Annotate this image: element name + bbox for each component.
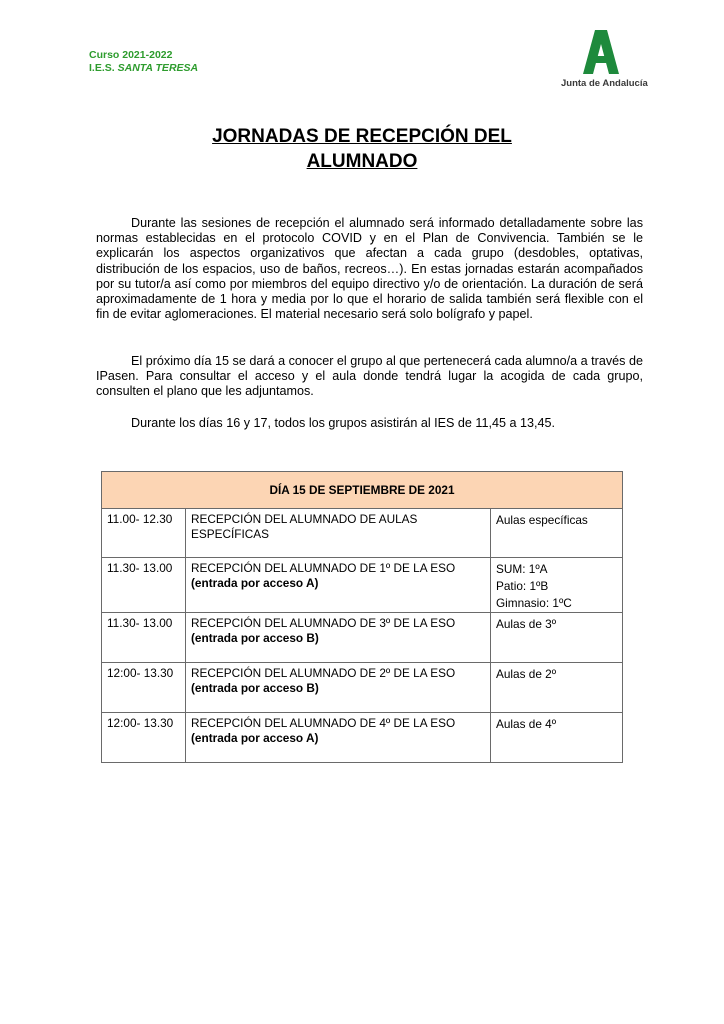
room-text: SUM: 1ºA (496, 562, 548, 576)
access-text: (entrada por acceso A) (191, 731, 319, 745)
room-text: Aulas de 4º (496, 717, 557, 731)
description-text: RECEPCIÓN DEL ALUMNADO DE 3º DE LA ESO (191, 616, 456, 630)
page-title (0, 124, 724, 174)
table-row (102, 663, 623, 713)
description-cell (186, 663, 491, 713)
table-header-row (102, 472, 623, 509)
rooms-cell (491, 509, 623, 558)
reception-schedule-table (101, 471, 623, 763)
time-cell: 12:00- 13.30 (102, 713, 186, 763)
description-cell (186, 713, 491, 763)
access-text: (entrada por acceso B) (191, 681, 319, 695)
rooms-cell (491, 713, 623, 763)
school-prefix: I.E.S. (89, 62, 115, 74)
time-cell: 11.00- 12.30 (102, 509, 186, 558)
table-heading: DÍA 15 DE SEPTIEMBRE DE 2021 (102, 472, 623, 509)
description-text: RECEPCIÓN DEL ALUMNADO DE AULAS ESPECÍFICAS (191, 512, 418, 541)
rooms-cell (491, 663, 623, 713)
time-cell: 12:00- 13.30 (102, 663, 186, 713)
description-text: RECEPCIÓN DEL ALUMNADO DE 4º DE LA ESO (191, 716, 456, 730)
description-cell (186, 509, 491, 558)
table-row (102, 613, 623, 663)
rooms-cell (491, 558, 623, 613)
groups-paragraph (96, 354, 643, 400)
junta-andalucia-logo (561, 30, 648, 92)
school-name: SANTA TERESA (117, 62, 199, 74)
room-text: Aulas específicas (496, 513, 588, 527)
description-cell (186, 558, 491, 613)
description-text: RECEPCIÓN DEL ALUMNADO DE 1º DE LA ESO (191, 561, 456, 575)
room-text: Aulas de 2º (496, 667, 557, 681)
table-row (102, 509, 623, 558)
title-line-1: JORNADAS DE RECEPCIÓN DEL (212, 126, 512, 147)
access-text: (entrada por acceso B) (191, 631, 319, 645)
logo-text: Junta de Andalucía (561, 78, 648, 89)
junta-logo-icon (583, 30, 619, 74)
rooms-cell (491, 613, 623, 663)
title-line-2: ALUMNADO (306, 151, 418, 172)
paragraph-text: El próximo día 15 se dará a conocer el grupo al que pertenecerá cada alumno/a a través de IPasen. Para consultar el acceso y el aula donde tendrá lugar la acogida de cada grupo, consulten el plano que les adjuntamos. (96, 354, 643, 399)
course-label: Curso 2021-2022 (89, 49, 173, 61)
document-header (89, 49, 198, 75)
table-row (102, 558, 623, 613)
school-label (89, 62, 198, 75)
table-row (102, 713, 623, 763)
paragraph-text: Durante los días 16 y 17, todos los grupos asistirán al IES de 11,45 a 13,45. (131, 416, 556, 430)
description-cell (186, 613, 491, 663)
room-text: Aulas de 3º (496, 617, 557, 631)
schedule-days-paragraph (96, 416, 643, 431)
time-cell: 11.30- 13.00 (102, 558, 186, 613)
description-text: RECEPCIÓN DEL ALUMNADO DE 2º DE LA ESO (191, 666, 456, 680)
room-text: Gimnasio: 1ºC (496, 596, 572, 610)
paragraph-text: Durante las sesiones de recepción el alumnado será informado detalladamente sobre las normas establecidas en el protocolo COVID y en el Plan de Convivencia. También se le explicarán los aspectos organizativos que afectan a cada grupo (desdobles, optativas, distribución de los espacios, uso de baños, recreos…). En estas jornadas estarán acompañados por su tutor/a así como por miembros del equipo directivo y/o de orientación. La duración de será aproximadamente de 1 hora y media por lo que el horario de salida también será flexible con el fin de evitar aglomeraciones. El material necesario será solo bolígrafo y papel. (96, 216, 643, 322)
room-text: Patio: 1ºB (496, 579, 549, 593)
access-text: (entrada por acceso A) (191, 576, 319, 590)
time-cell: 11.30- 13.00 (102, 613, 186, 663)
intro-paragraph (96, 216, 643, 322)
